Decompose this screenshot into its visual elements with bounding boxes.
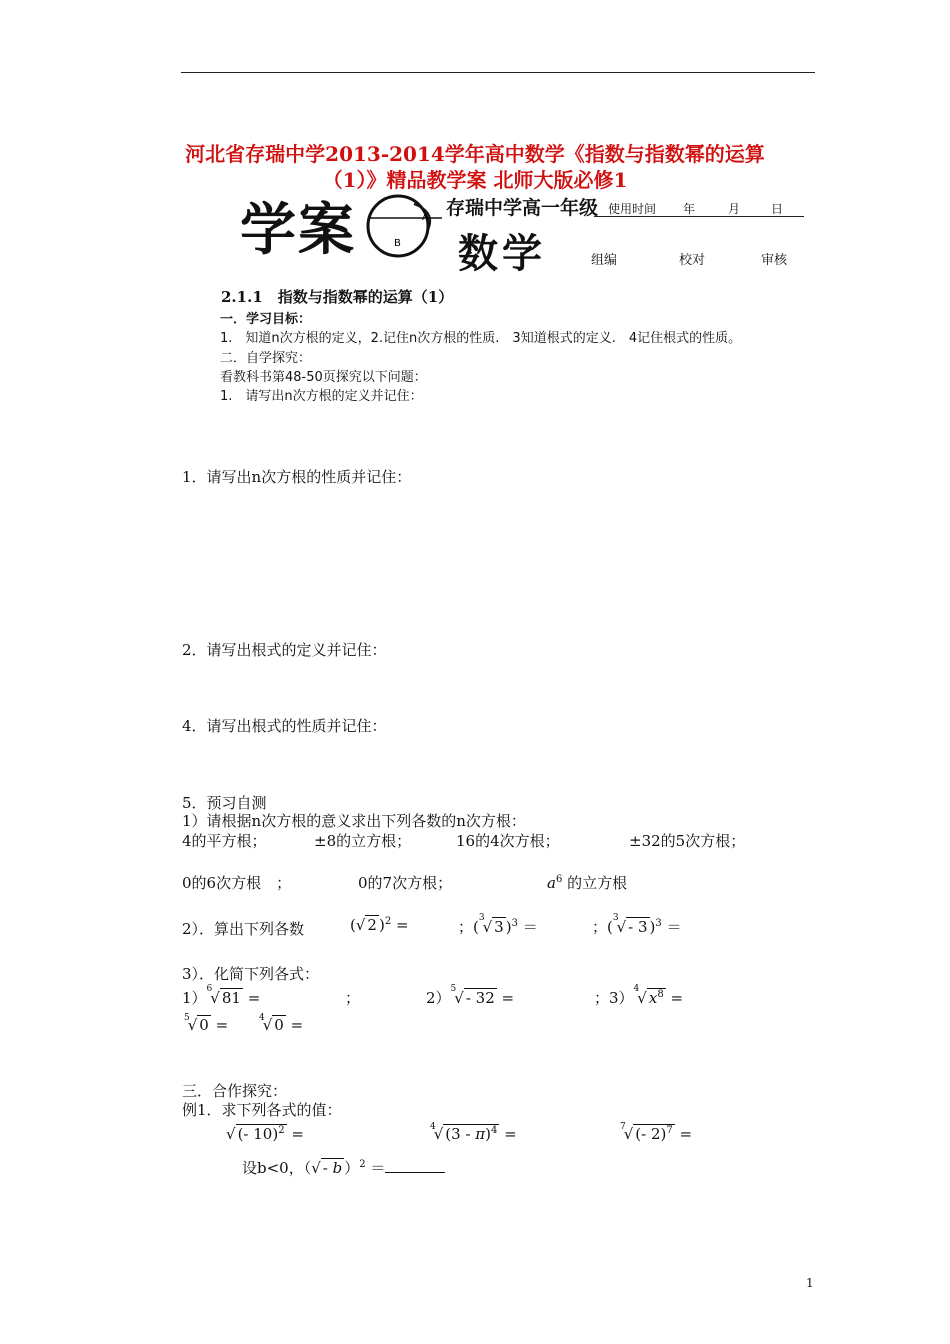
circle-label-a: A (422, 212, 429, 223)
answer-blank[interactable] (385, 1160, 445, 1173)
coop-heading: 三．合作探究： (182, 1082, 288, 1100)
expr-sqrt-neg10-sq: √ (- 10)$^2$ = (226, 1125, 304, 1143)
q5-row1-item1: 4的平方根； (182, 832, 267, 850)
question-1b: 1．请写出n次方根的性质并记住： (182, 468, 412, 486)
exp-six: 6 (555, 874, 563, 885)
day-label: 日 (771, 202, 784, 216)
compile-label: 组编 (591, 253, 618, 268)
goals-heading: 一．学习目标： (220, 312, 312, 327)
q5-row1-item2: ±8的立方根； (314, 832, 412, 850)
banner-underline (594, 216, 804, 217)
expr-cbrt-neg3-cubed: ；($^3$√ - 3 )$^3$ ＝ (592, 913, 682, 936)
banner-subject: 数学 (458, 231, 546, 277)
expr-5th-root-0: $^5$√ 0 = (184, 1013, 229, 1034)
q5-part1: 1）请根据n次方根的意义求出下列各数的n次方根： (182, 812, 526, 830)
header-rule (181, 72, 815, 73)
q5-row2-item1: 0的6次方根 ； (182, 874, 292, 892)
banner-xuean: 学案 (240, 198, 356, 263)
expr-6th-root-81: 1）$^6$√ 81 = (182, 984, 261, 1007)
q5-part3: 3）．化简下列各式： (182, 965, 320, 983)
circle-logo-icon (356, 190, 446, 260)
review-label: 审核 (761, 253, 788, 268)
expr-7th-root-neg2: $^7$√ (- 2)$^7$ = (620, 1122, 693, 1143)
q5-heading: 5．预习自测 (182, 794, 267, 812)
circle-label-b: B (394, 238, 401, 249)
q5-row2-item3: $a^6$ 的立方根 (547, 874, 628, 892)
expr-5th-root-neg32: 2）$^5$√ - 32 = (426, 984, 515, 1007)
question-1a: 1. 请写出n次方根的定义并记住： (220, 389, 423, 404)
proof-label: 校对 (679, 253, 706, 268)
page-number: 1 (806, 1276, 814, 1290)
expr-4th-root-0: $^4$√ 0 = (259, 1013, 304, 1034)
title-line-2: （1）》精品教学案 北师大版必修1 (322, 168, 628, 192)
year-label: 年 (683, 202, 696, 216)
example-1: 例1．求下列各式的值： (182, 1101, 342, 1119)
expr-4th-root-x8: ；3）$^4$√ $x^8$ = (594, 984, 684, 1007)
goals-text: 1. 知道n次方根的定义，2.记住n次方根的性质. 3知道根式的定义. 4记住根式的性质。 (220, 331, 742, 346)
expr-sqrt2-squared: (√ 2 )$^2$ = (350, 916, 409, 934)
textbook-note: 看教科书第48-50页探究以下问题： (220, 370, 427, 385)
q5-part2: 2）．算出下列各数 (182, 920, 305, 938)
separator-1: ； (345, 989, 361, 1007)
expr-4th-root-3-pi: $^4$√ (3 - π)$^4$ = (430, 1122, 517, 1143)
expr-condition-b: 设b<0，（√ - b ）$^2$ ＝ (242, 1157, 445, 1178)
expr-cbrt3-cubed: ；($^3$√ 3 )$^3$ ＝ (458, 913, 538, 936)
var-a: a (547, 874, 556, 892)
month-label: 月 (728, 202, 741, 216)
question-4: 4．请写出根式的性质并记住： (182, 717, 387, 735)
explore-heading: 二．自学探究： (220, 351, 312, 366)
q5-row1-item3: 16的4次方根； (456, 832, 560, 850)
q5-row1-item4: ±32的5次方根； (629, 832, 746, 850)
title-line-1: 河北省存瑞中学2013-2014学年高中数学《指数与指数幂的运算 (185, 142, 765, 166)
question-2: 2．请写出根式的定义并记住： (182, 641, 387, 659)
section-title: 2.1.1 指数与指数幂的运算（1） (221, 288, 454, 306)
banner-school: 存瑞中学高一年级 (446, 197, 599, 219)
q5-row2-item2: 0的7次方根； (358, 874, 453, 892)
use-time-label: 使用时间 (608, 202, 657, 216)
